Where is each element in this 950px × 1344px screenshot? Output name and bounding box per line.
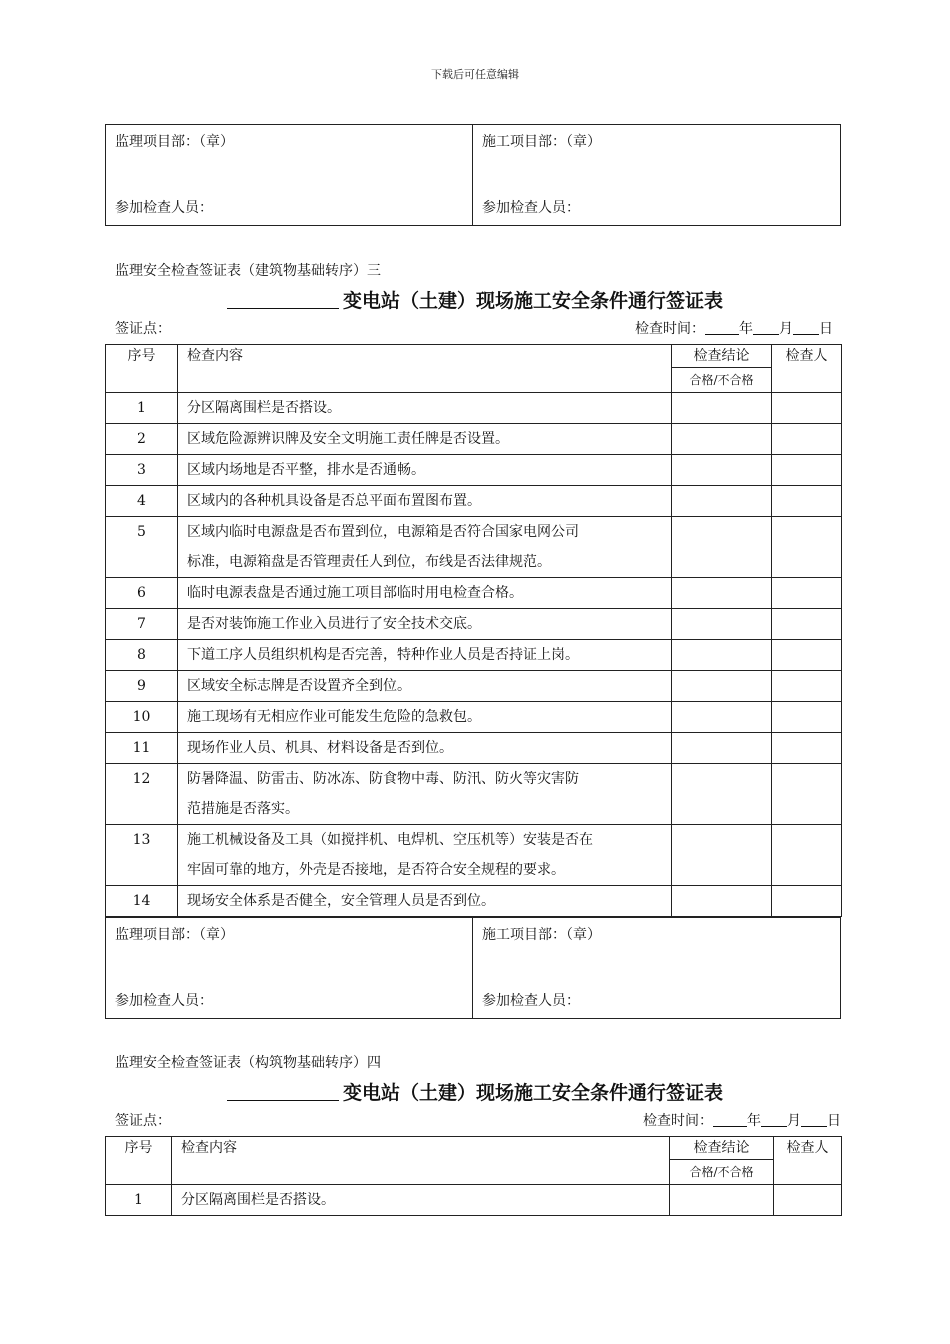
checklist-table (105, 344, 842, 917)
table-row (106, 578, 842, 609)
header-result-sub: 合格/不合格 (670, 1160, 774, 1185)
row-content-line: 区域危险源辨识牌及安全文明施工责任牌是否设置。 (187, 431, 509, 447)
row-content (178, 393, 672, 424)
day-blank[interactable] (801, 1112, 827, 1127)
header-result-sub: 合格/不合格 (672, 368, 772, 393)
check-time-label: 检查时间： (635, 321, 705, 337)
participants-label: 参加检查人员： (115, 200, 213, 216)
form-subtitle: 监理安全检查签证表（构筑物基础转序）四 (115, 1055, 381, 1071)
signature-table-bottom (105, 917, 841, 1019)
supervision-dept-label: 监理项目部：（章） (115, 927, 234, 943)
supervision-cell (106, 918, 473, 1019)
row-content (178, 609, 672, 640)
row-number: 4 (106, 486, 178, 517)
year-label: 年 (747, 1113, 761, 1129)
row-number: 7 (106, 609, 178, 640)
row-content-line: 牢固可靠的地方，外壳是否接地，是否符合安全规程的要求。 (187, 862, 565, 878)
row-content (178, 424, 672, 455)
sign-point-label: 签证点： (115, 1113, 171, 1129)
row-number: 1 (106, 1185, 172, 1216)
row-content (178, 733, 672, 764)
header-result: 检查结论 (670, 1137, 774, 1160)
row-content-line: 防暑降温、防雷击、防冰冻、防食物中毒、防汛、防火等灾害防 (187, 771, 579, 787)
row-content-line: 区域内临时电源盘是否布置到位，电源箱是否符合国家电网公司 (187, 524, 579, 540)
result-cell[interactable] (672, 640, 772, 671)
row-content-line: 施工机械设备及工具（如搅拌机、电焊机、空压机等）安装是否在 (187, 832, 593, 848)
inspector-cell[interactable] (774, 1185, 842, 1216)
table-row (106, 671, 842, 702)
inspector-cell[interactable] (772, 455, 842, 486)
check-time (635, 318, 833, 338)
year-label: 年 (739, 321, 753, 337)
inspector-cell[interactable] (772, 517, 842, 578)
table-row (106, 1185, 842, 1216)
row-number: 3 (106, 455, 178, 486)
result-cell[interactable] (672, 578, 772, 609)
row-number: 10 (106, 702, 178, 733)
inspector-cell[interactable] (772, 886, 842, 917)
row-content-line: 区域安全标志牌是否设置齐全到位。 (187, 678, 411, 694)
row-content (178, 455, 672, 486)
result-cell[interactable] (672, 764, 772, 825)
year-blank[interactable] (713, 1112, 747, 1127)
row-content (178, 764, 672, 825)
day-label: 日 (827, 1113, 841, 1129)
row-content-line: 下道工序人员组织机构是否完善，特种作业人员是否持证上岗。 (187, 647, 579, 663)
form-meta-line (115, 318, 833, 338)
header-inspector: 检查人 (772, 345, 842, 393)
station-name-blank[interactable] (227, 1082, 339, 1101)
result-cell[interactable] (672, 486, 772, 517)
row-content (178, 825, 672, 886)
row-number: 9 (106, 671, 178, 702)
day-blank[interactable] (793, 320, 819, 335)
row-content-line: 标准，电源箱盘是否管理责任人到位，布线是否法律规范。 (187, 554, 551, 570)
inspector-cell[interactable] (772, 764, 842, 825)
month-label: 月 (787, 1113, 801, 1129)
checklist-table (105, 1136, 842, 1216)
header-no: 序号 (106, 345, 178, 393)
construction-cell (473, 125, 841, 226)
row-content-line: 施工现场有无相应作业可能发生危险的急救包。 (187, 709, 481, 725)
result-cell[interactable] (672, 733, 772, 764)
row-content (178, 486, 672, 517)
row-content-line: 区域内的各种机具设备是否总平面布置图布置。 (187, 493, 481, 509)
row-content-line: 区域内场地是否平整，排水是否通畅。 (187, 462, 425, 478)
supervision-cell (106, 125, 473, 226)
month-label: 月 (779, 321, 793, 337)
header-content: 检查内容 (178, 345, 672, 393)
inspector-cell[interactable] (772, 640, 842, 671)
participants-label: 参加检查人员： (482, 993, 580, 1009)
row-content-line: 是否对装饰施工作业入员进行了安全技术交底。 (187, 616, 481, 632)
row-number: 1 (106, 393, 178, 424)
check-time-label: 检查时间： (643, 1113, 713, 1129)
result-cell[interactable] (672, 702, 772, 733)
row-number: 8 (106, 640, 178, 671)
result-cell[interactable] (672, 825, 772, 886)
construction-cell (473, 918, 841, 1019)
header-content: 检查内容 (172, 1137, 670, 1185)
supervision-dept-label: 监理项目部：（章） (115, 134, 234, 150)
table-row (106, 825, 842, 886)
inspector-cell[interactable] (772, 424, 842, 455)
inspector-cell[interactable] (772, 393, 842, 424)
form-title (0, 286, 950, 313)
year-blank[interactable] (705, 320, 739, 335)
month-blank[interactable] (753, 320, 779, 335)
row-content-line: 分区隔离围栏是否搭设。 (181, 1192, 335, 1208)
day-label: 日 (819, 321, 833, 337)
result-cell[interactable] (672, 424, 772, 455)
table-row (106, 424, 842, 455)
construction-dept-label: 施工项目部：（章） (482, 134, 601, 150)
table-row (106, 455, 842, 486)
row-content-line: 临时电源表盘是否通过施工项目部临时用电检查合格。 (187, 585, 523, 601)
result-cell[interactable] (672, 455, 772, 486)
row-number: 5 (106, 517, 178, 578)
table-row (106, 393, 842, 424)
row-number: 2 (106, 424, 178, 455)
station-name-blank[interactable] (227, 290, 339, 309)
table-row (106, 764, 842, 825)
inspector-cell[interactable] (772, 733, 842, 764)
row-content-line: 现场作业人员、机具、材料设备是否到位。 (187, 740, 453, 756)
header-inspector: 检查人 (774, 1137, 842, 1185)
row-number: 6 (106, 578, 178, 609)
sign-point-label: 签证点： (115, 321, 171, 337)
table-row (106, 486, 842, 517)
row-content (178, 702, 672, 733)
inspector-cell[interactable] (772, 671, 842, 702)
table-row (106, 609, 842, 640)
table-row (106, 517, 842, 578)
form-subtitle: 监理安全检查签证表（建筑物基础转序）三 (115, 263, 381, 279)
participants-label: 参加检查人员： (482, 200, 580, 216)
table-row (106, 640, 842, 671)
form-title-text: 变电站（土建）现场施工安全条件通行签证表 (342, 1082, 723, 1104)
row-content-line: 分区隔离围栏是否搭设。 (187, 400, 341, 416)
inspector-cell[interactable] (772, 486, 842, 517)
result-cell[interactable] (672, 393, 772, 424)
form-meta-line (115, 1110, 841, 1130)
header-no: 序号 (106, 1137, 172, 1185)
result-cell[interactable] (670, 1185, 774, 1216)
form-title (0, 1078, 950, 1105)
row-content (178, 886, 672, 917)
row-content-line: 范措施是否落实。 (187, 801, 299, 817)
row-number: 13 (106, 825, 178, 886)
row-number: 11 (106, 733, 178, 764)
inspector-cell[interactable] (772, 825, 842, 886)
row-content (172, 1185, 670, 1216)
month-blank[interactable] (761, 1112, 787, 1127)
result-cell[interactable] (672, 517, 772, 578)
row-number: 12 (106, 764, 178, 825)
signature-table-top (105, 124, 841, 226)
participants-label: 参加检查人员： (115, 993, 213, 1009)
table-row (106, 886, 842, 917)
header-note: 下载后可任意编辑 (431, 68, 519, 81)
header-result: 检查结论 (672, 345, 772, 368)
row-content (178, 578, 672, 609)
table-row (106, 702, 842, 733)
table-row (106, 733, 842, 764)
result-cell[interactable] (672, 671, 772, 702)
row-content (178, 640, 672, 671)
form-title-text: 变电站（土建）现场施工安全条件通行签证表 (342, 290, 723, 312)
row-content (178, 671, 672, 702)
inspector-cell[interactable] (772, 702, 842, 733)
inspector-cell[interactable] (772, 609, 842, 640)
result-cell[interactable] (672, 609, 772, 640)
result-cell[interactable] (672, 886, 772, 917)
row-content (178, 517, 672, 578)
row-content-line: 现场安全体系是否健全，安全管理人员是否到位。 (187, 893, 495, 909)
construction-dept-label: 施工项目部：（章） (482, 927, 601, 943)
row-number: 14 (106, 886, 178, 917)
inspector-cell[interactable] (772, 578, 842, 609)
check-time (643, 1110, 841, 1130)
